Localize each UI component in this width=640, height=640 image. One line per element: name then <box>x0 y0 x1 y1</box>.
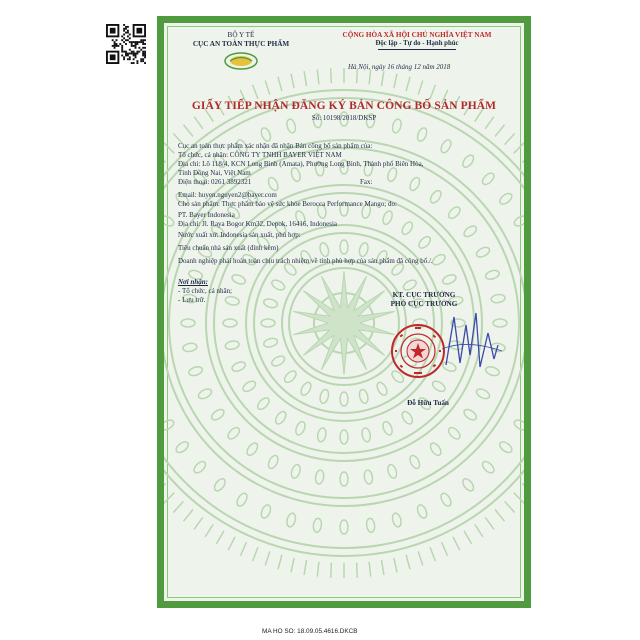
maker-address-line: Địa chỉ: Jl. Raya Bogor Km32, Depok, 16416, Indonesia <box>178 220 338 228</box>
handwritten-signature <box>436 305 506 385</box>
recipient-item-1: - Tổ chức, cá nhân; <box>178 287 233 295</box>
recipients-heading: Nơi nhận: <box>178 278 209 286</box>
document-number: Số: 10198/2018/DKSP <box>311 114 377 122</box>
intro-line: Cục an toàn thực phẩm xác nhận đã nhận Bản công bố sản phẩm của: <box>178 142 373 150</box>
place-date: Hà Nội, ngày 16 tháng 12 năm 2018 <box>348 63 451 71</box>
dossier-code: MA HO SO: 18.09.05.4616.DKCB <box>262 628 358 635</box>
address-line-2: Tỉnh Đồng Nai, Việt Nam <box>178 169 251 177</box>
header-motto: Độc lập - Tự do - Hạnh phúc <box>375 40 459 47</box>
vfa-logo <box>224 52 258 70</box>
signer-name: Đỗ Hữu Tuấn <box>407 399 449 407</box>
product-line: Cho sản phẩm: Thực phẩm bảo vệ sức khỏe Berocca Performance Mango; do: <box>178 200 397 208</box>
qr-code <box>106 24 146 64</box>
email-line: Email: huyen.nguyen2@bayer.com <box>178 191 277 199</box>
phone-line: Điện thoại: 0261 3892321 <box>178 178 252 186</box>
origin-line: Nước xuất xứ: Indonesia sản xuất, phù hợp: <box>178 231 301 239</box>
signature-title-2: PHÓ CỤC TRƯỞNG <box>390 300 458 308</box>
header-agency: CỤC AN TOÀN THỰC PHẨM <box>192 40 290 48</box>
address-line-1: Địa chỉ: Lô 118/4, KCN Long Bình (Amata), Phường Long Bình, Thành phố Biên Hòa, <box>178 160 424 168</box>
signature-title-1: KT. CỤC TRƯỞNG <box>392 291 456 299</box>
header-country: CỘNG HÒA XÃ HỘI CHỦ NGHĨA VIỆT NAM <box>342 31 492 39</box>
standard-line: Tiêu chuẩn nhà sản xuất (đính kèm) <box>178 244 279 252</box>
motto-underline <box>378 49 456 50</box>
maker-line: PT. Bayer Indonesia <box>178 211 235 219</box>
organization-line: Tổ chức, cá nhân: CÔNG TY TNHH BAYER VIỆT NAM <box>178 151 342 159</box>
certificate <box>157 16 531 608</box>
responsibility-line: Doanh nghiệp phải hoàn toàn chịu trách nhiệm về tính phù hợp của sản phẩm đã công bố./. <box>178 257 433 265</box>
header-ministry: BỘ Y TẾ <box>227 31 255 39</box>
recipient-item-2: - Lưu trữ. <box>178 296 206 304</box>
document-title: GIẤY TIẾP NHẬN ĐĂNG KÝ BẢN CÔNG BỐ SẢN PHẨM <box>191 100 497 112</box>
fax-line: Fax: <box>360 178 373 186</box>
